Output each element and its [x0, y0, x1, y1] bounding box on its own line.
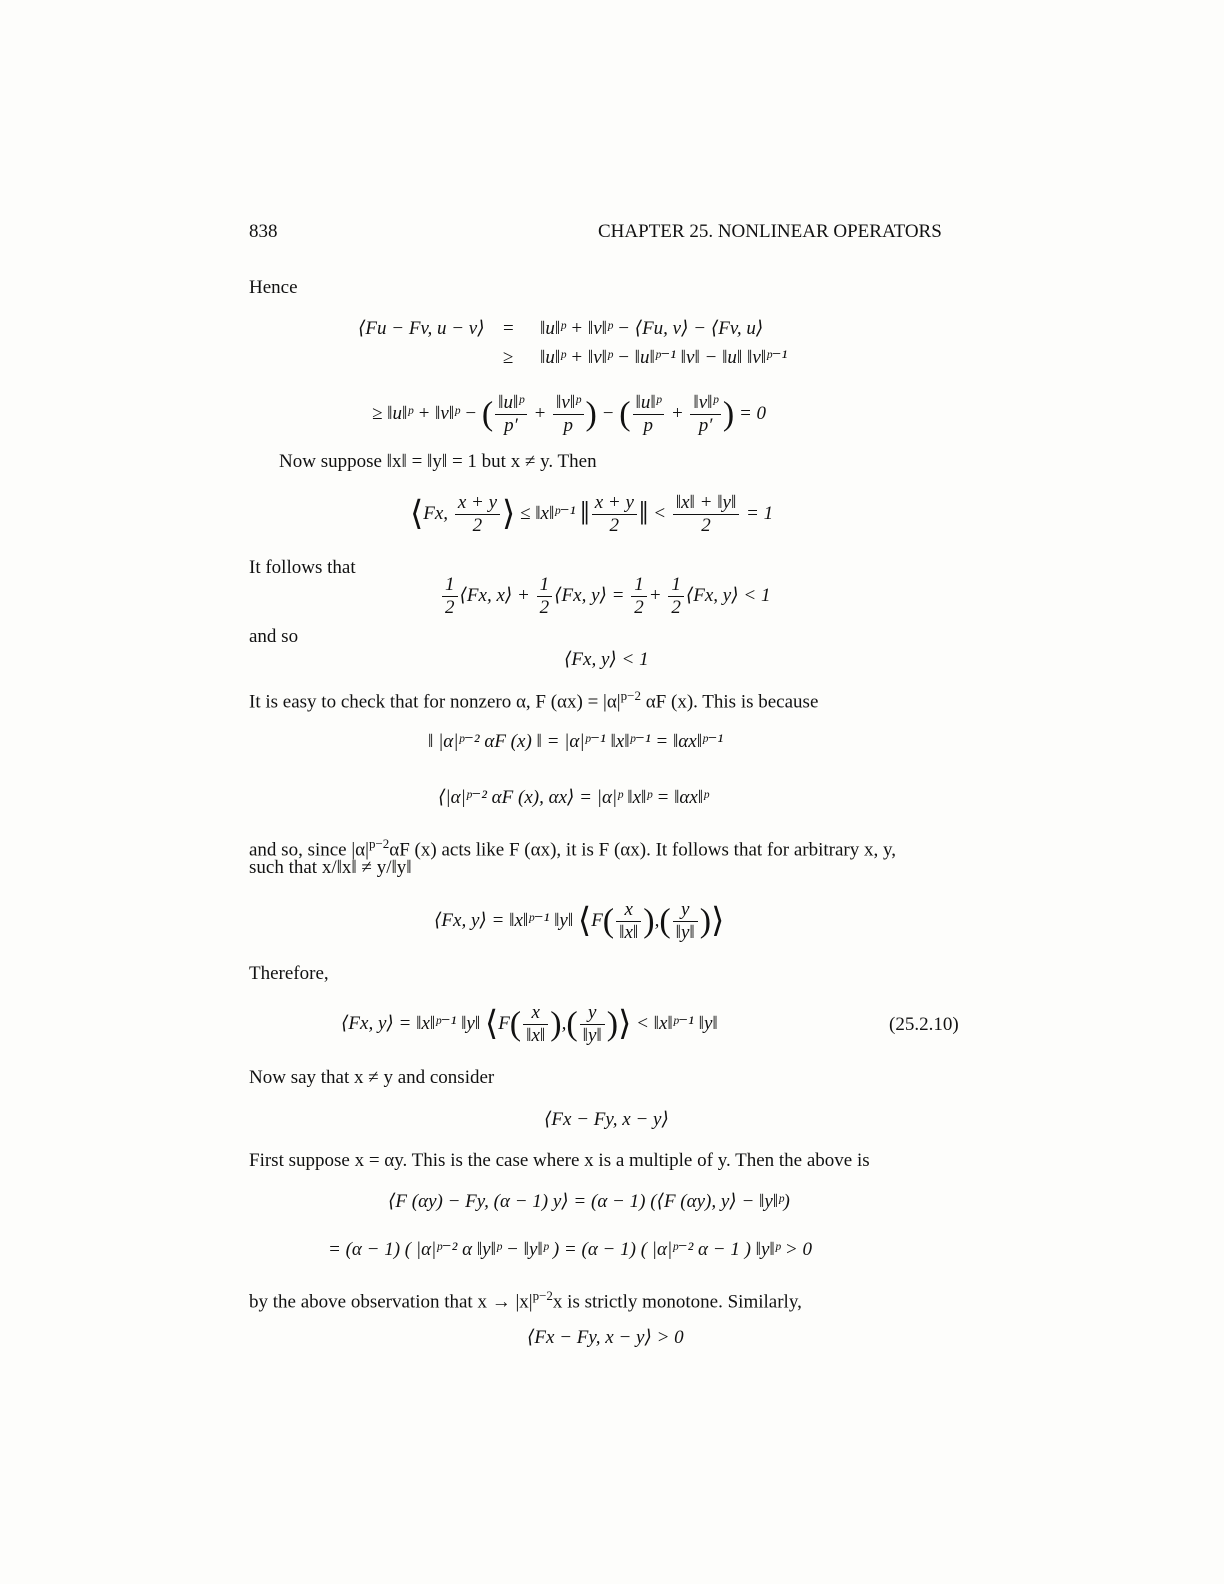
- paragraph-now-suppose: Now suppose ‖x‖ = ‖y‖ = 1 but x ≠ y. Then: [279, 451, 597, 472]
- eq9: ⟨Fx, y⟩ = ‖x‖ᵖ⁻¹ ‖y‖ ⟨F( $\frac{x}{‖x‖}$ ),( $\frac{y}{‖y‖}$ )⟩ < ‖x‖ᵖ⁻¹ ‖y‖: [341, 1002, 718, 1047]
- page-number: 838: [249, 221, 278, 242]
- eq1-lhs: ⟨Fu − Fv, u − v⟩: [358, 318, 485, 339]
- eq3-c: <: [653, 503, 667, 524]
- eq6: ‖ |α|ᵖ⁻² αF (x) ‖ = |α|ᵖ⁻¹ ‖x‖ᵖ⁻¹ = ‖αx‖ᵖ⁻¹: [428, 731, 724, 752]
- eq3: ⟨Fx, $\frac{x + y}{2}$ ⟩ ≤ ‖x‖ᵖ⁻¹ ‖ $\frac{x + y}{2}$ ‖ < $\frac{‖x‖ + ‖y‖}{2}$ = 1: [410, 492, 774, 537]
- eq5: ⟨Fx, y⟩ < 1: [564, 649, 649, 670]
- paragraph-such-that: such that x/‖x‖ ≠ y/‖y‖: [249, 857, 412, 878]
- paragraph-by-above: by the above observation that $x \to |x|^{p-2}x$ is strictly monotone. Similarly,: [249, 1288, 802, 1313]
- eq2-end: = 0: [738, 403, 767, 424]
- eq3-frac2: $\frac{x + y}{2}$: [592, 492, 637, 537]
- eq3-end: = 1: [746, 503, 774, 524]
- eq3-frac1: $\frac{x + y}{2}$: [455, 492, 500, 537]
- eq1-rhs-line2: ‖u‖ᵖ + ‖v‖ᵖ − ‖u‖ᵖ⁻¹ ‖v‖ − ‖u‖ ‖v‖ᵖ⁻¹: [540, 347, 788, 368]
- eq3-a: Fx,: [423, 503, 449, 524]
- chapter-title: CHAPTER 25. NONLINEAR OPERATORS: [598, 221, 942, 242]
- paragraph-and-so-since: and so, since $|\alpha|^{p-2}\alpha F$ (x) acts like F (αx), it is F (αx). It follows that for arbitrary x, y,: [249, 836, 896, 861]
- eq4: $\frac{1}{2}$ ⟨Fx, x⟩ + $\frac{1}{2}$ ⟨Fx, y⟩ = $\frac{1}{2}$ + $\frac{1}{2}$ ⟨Fx, y⟩ < 1: [440, 572, 770, 620]
- paragraph-now-say: Now say that x ≠ y and consider: [249, 1067, 495, 1088]
- eq2-frac3: $\frac{\text{‖u‖ᵖ}}{p}$: [633, 392, 665, 437]
- eq2-start: ≥ ‖u‖ᵖ + ‖v‖ᵖ −: [372, 403, 478, 424]
- eq13: ⟨Fx − Fy, x − y⟩ > 0: [527, 1327, 684, 1348]
- eq2-frac2: $\frac{\text{‖v‖ᵖ}}{p}$: [553, 392, 583, 437]
- eq10: ⟨Fx − Fy, x − y⟩: [544, 1109, 669, 1130]
- eq1-rel-eq: =: [503, 318, 514, 339]
- eq12: = (α − 1) ( |α|ᵖ⁻² α ‖y‖ᵖ − ‖y‖ᵖ ) = (α − 1) ( |α|ᵖ⁻² α − 1 ) ‖y‖ᵖ > 0: [328, 1239, 812, 1260]
- paragraph-therefore: Therefore,: [249, 963, 329, 984]
- eq7: ⟨|α|ᵖ⁻² αF (x), αx⟩ = |α|ᵖ ‖x‖ᵖ = ‖αx‖ᵖ: [438, 787, 709, 808]
- paragraph-easy-check: It is easy to check that for nonzero α, F $(\alpha x) = |\alpha|^{p-2}$ αF (x). This is because: [249, 688, 819, 713]
- eq2-frac1: $\frac{\text{‖u‖ᵖ}}{p'}$: [495, 392, 527, 437]
- paragraph-it-follows: It follows that: [249, 557, 356, 578]
- eq2: ≥ ‖u‖ᵖ + ‖v‖ᵖ − ( $\frac{\text{‖u‖ᵖ}}{p'}$ + $\frac{\text{‖v‖ᵖ}}{p}$ ) − ( $\frac{\text{‖u‖ᵖ}}{p}$ + $\frac{\text{‖v‖ᵖ}}{p'}$ ) = 0: [372, 392, 767, 437]
- eq2-frac4: $\frac{\text{‖v‖ᵖ}}{p'}$: [690, 392, 720, 437]
- eq3-frac3: $\frac{‖x‖ + ‖y‖}{2}$: [673, 492, 740, 537]
- eq1-rhs-line1: ‖u‖ᵖ + ‖v‖ᵖ − ⟨Fu, v⟩ − ⟨Fv, u⟩: [540, 318, 764, 339]
- paragraph-first-suppose: First suppose x = αy. This is the case where x is a multiple of y. Then the above is: [249, 1150, 870, 1171]
- paragraph-and-so: and so: [249, 626, 299, 647]
- eq11: ⟨F (αy) − Fy, (α − 1) y⟩ = (α − 1) (⟨F (αy), y⟩ − ‖y‖ᵖ): [388, 1191, 790, 1212]
- eq8: ⟨Fx, y⟩ = ‖x‖ᵖ⁻¹ ‖y‖ ⟨F( $\frac{x}{‖x‖}$ ),( $\frac{y}{‖y‖}$ )⟩: [434, 899, 725, 944]
- equation-number: (25.2.10): [889, 1014, 959, 1035]
- eq3-b: ≤ ‖x‖ᵖ⁻¹: [520, 503, 576, 524]
- eq1-rel-geq: ≥: [503, 347, 514, 368]
- paragraph-hence: Hence: [249, 277, 298, 298]
